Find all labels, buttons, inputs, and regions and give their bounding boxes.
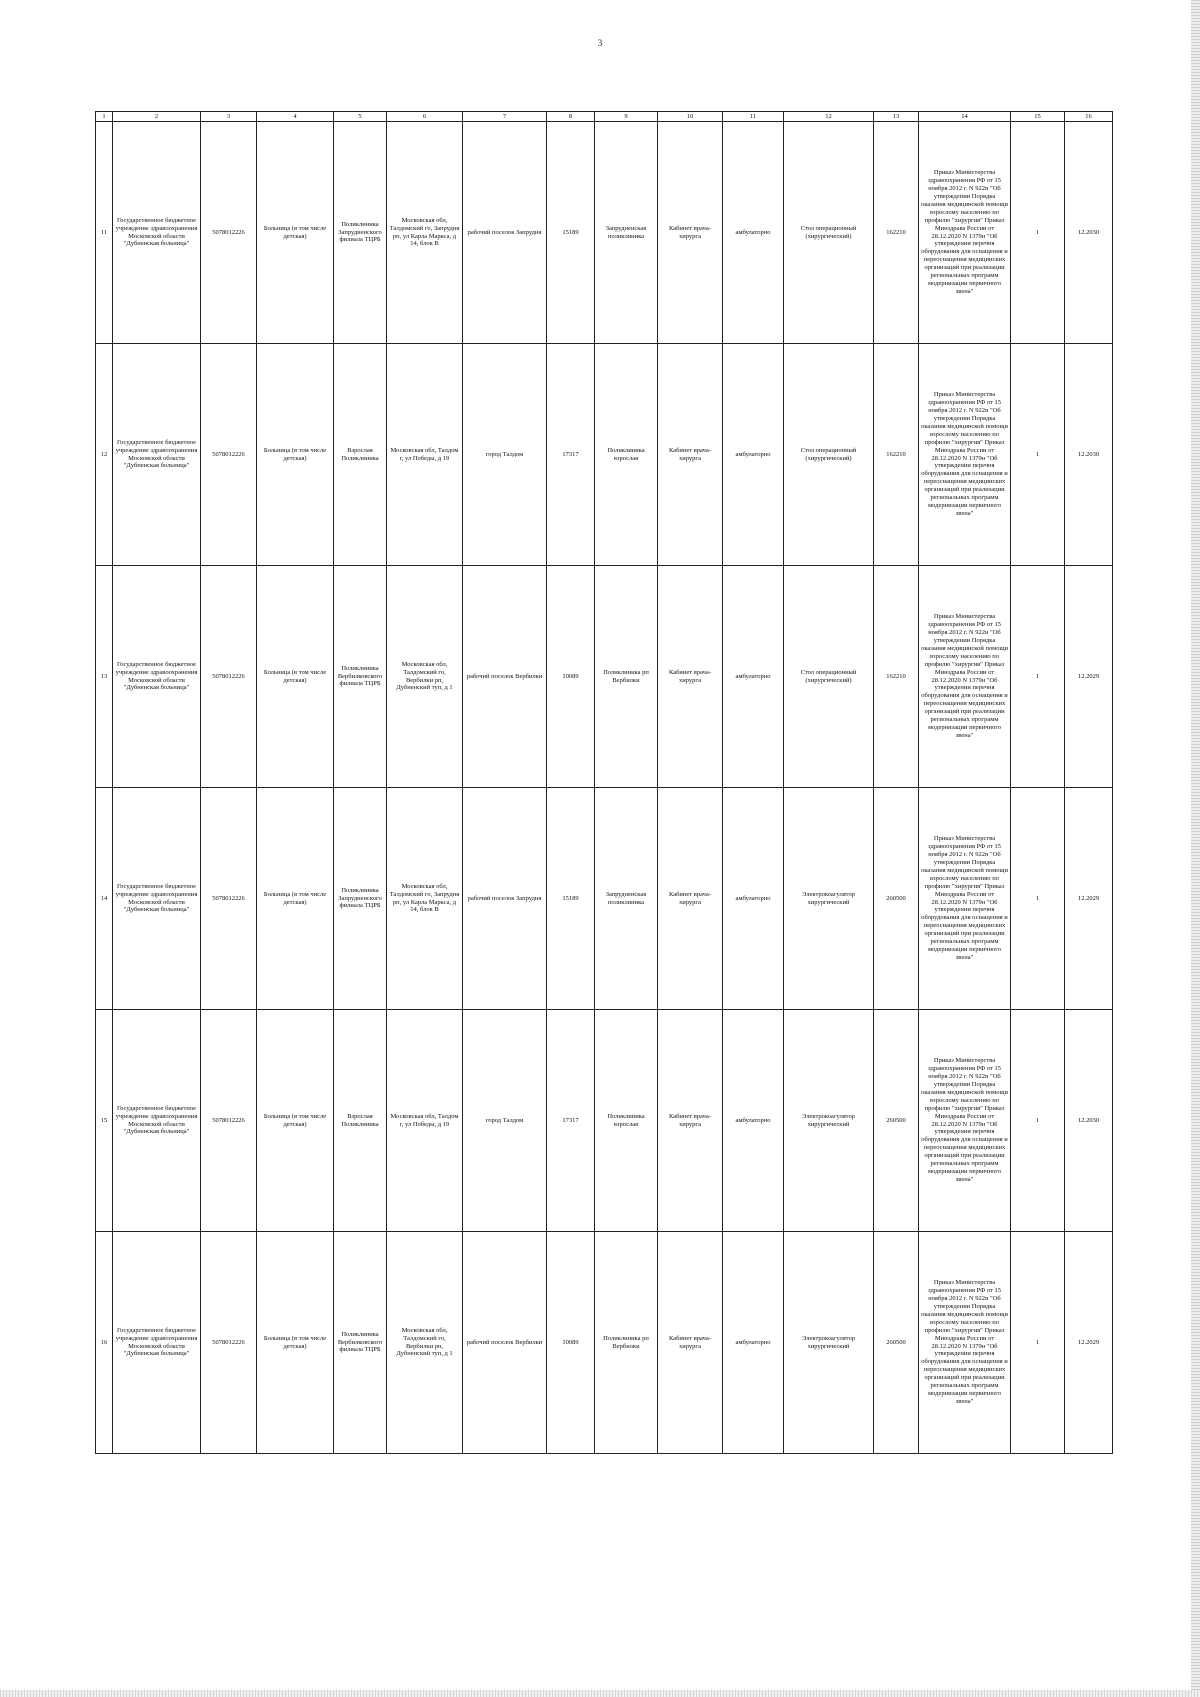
equipment-code-cell: 260500 xyxy=(874,1232,919,1454)
equipment-name-cell: Стол операционный (хирургический) xyxy=(784,122,874,344)
deadline-cell: 12.2029 xyxy=(1065,1232,1113,1454)
deadline-cell: 12.2030 xyxy=(1065,122,1113,344)
settlement-cell: город Талдом xyxy=(463,1010,547,1232)
quantity-cell: 1 xyxy=(1011,122,1065,344)
facility-type-cell: Больница (в том числе детская) xyxy=(257,122,334,344)
address-cell: Московская обл, Талдом г, ул Победы, д 19 xyxy=(387,1010,463,1232)
room-cell: Кабинет врача-хирурга xyxy=(658,1232,723,1454)
inn-cell: 5078012226 xyxy=(201,1232,257,1454)
care-conditions-cell: амбулаторно xyxy=(723,344,784,566)
column-header: 16 xyxy=(1065,112,1113,122)
department-cell: Поликлиника взрослая xyxy=(595,344,658,566)
settlement-cell: рабочий поселок Запрудня xyxy=(463,122,547,344)
settlement-cell: рабочий поселок Вербилки xyxy=(463,1232,547,1454)
scan-edge-right xyxy=(1191,0,1200,1697)
column-header: 12 xyxy=(784,112,874,122)
column-header: 15 xyxy=(1011,112,1065,122)
table-row xyxy=(96,788,1113,1010)
column-header: 10 xyxy=(658,112,723,122)
deadline-cell: 12.2030 xyxy=(1065,344,1113,566)
population-cell: 15189 xyxy=(547,122,595,344)
column-header: 9 xyxy=(595,112,658,122)
column-header: 13 xyxy=(874,112,919,122)
subdivision-cell: Поликлиника Запрудненского филиала ТЦРБ xyxy=(334,788,387,1010)
department-cell: Поликлиника взрослая xyxy=(595,1010,658,1232)
settlement-cell: рабочий поселок Вербилки xyxy=(463,566,547,788)
column-header: 3 xyxy=(201,112,257,122)
equipment-name-cell: Электрокоагулятор хирургический xyxy=(784,1232,874,1454)
equipment-name-cell: Стол операционный (хирургический) xyxy=(784,344,874,566)
care-conditions-cell: амбулаторно xyxy=(723,788,784,1010)
regulation-cell: Приказ Министерства здравоохранения РФ от 15 ноября 2012 г. N 922н "Об утверждении Порядка оказания медицинской помощи взрослому населению по профилю "хирургия" Приказ Минздрава России от 28.12.2020 N 1379н "Об утверждении перечня оборудования для оснащения и переоснащения медицинских организаций при реализации региональных программ модернизации первичного звена" xyxy=(919,1010,1011,1232)
organization-name-cell: Государственное бюджетное учреждение здравоохранения Московской области "Дубненская больница" xyxy=(113,344,201,566)
settlement-cell: рабочий поселок Запрудня xyxy=(463,788,547,1010)
column-header: 8 xyxy=(547,112,595,122)
equipment-name-cell: Электрокоагулятор хирургический xyxy=(784,788,874,1010)
column-header: 7 xyxy=(463,112,547,122)
department-cell: Поликлиника рп Вербилки xyxy=(595,566,658,788)
address-cell: Московская обл, Талдомский го, Вербилки рп, Дубненский туп, д 1 xyxy=(387,1232,463,1454)
column-header: 2 xyxy=(113,112,201,122)
row-number-cell: 16 xyxy=(96,1232,113,1454)
room-cell: Кабинет врача-хирурга xyxy=(658,344,723,566)
quantity-cell: 1 xyxy=(1011,1010,1065,1232)
deadline-cell: 12.2029 xyxy=(1065,566,1113,788)
room-cell: Кабинет врача-хирурга xyxy=(658,122,723,344)
subdivision-cell: Взрослая Поликлиника xyxy=(334,1010,387,1232)
department-cell: Запрудненская поликлиника xyxy=(595,122,658,344)
scan-edge-bottom xyxy=(0,1690,1200,1697)
population-cell: 17317 xyxy=(547,344,595,566)
room-cell: Кабинет врача-хирурга xyxy=(658,566,723,788)
address-cell: Московская обл, Талдомский го, Вербилки рп, Дубненский туп, д 1 xyxy=(387,566,463,788)
organization-name-cell: Государственное бюджетное учреждение здравоохранения Московской области "Дубненская больница" xyxy=(113,1010,201,1232)
quantity-cell: 1 xyxy=(1011,566,1065,788)
regulation-cell: Приказ Министерства здравоохранения РФ от 15 ноября 2012 г. N 922н "Об утверждении Порядка оказания медицинской помощи взрослому населению по профилю "хирургия" Приказ Минздрава России от 28.12.2020 N 1379н "Об утверждении перечня оборудования для оснащения и переоснащения медицинских организаций при реализации региональных программ модернизации первичного звена" xyxy=(919,1232,1011,1454)
inn-cell: 5078012226 xyxy=(201,1010,257,1232)
subdivision-cell: Поликлиника Запрудненского филиала ТЦРБ xyxy=(334,122,387,344)
deadline-cell: 12.2030 xyxy=(1065,1010,1113,1232)
facility-type-cell: Больница (в том числе детская) xyxy=(257,1232,334,1454)
table-row xyxy=(96,344,1113,566)
table-row xyxy=(96,1232,1113,1454)
column-header: 1 xyxy=(96,112,113,122)
department-cell: Поликлиника рп Вербилки xyxy=(595,1232,658,1454)
care-conditions-cell: амбулаторно xyxy=(723,1010,784,1232)
room-cell: Кабинет врача-хирурга xyxy=(658,1010,723,1232)
equipment-table xyxy=(95,111,1113,1454)
address-cell: Московская обл, Талдом г, ул Победы, д 19 xyxy=(387,344,463,566)
settlement-cell: город Талдом xyxy=(463,344,547,566)
column-header: 5 xyxy=(334,112,387,122)
regulation-cell: Приказ Министерства здравоохранения РФ от 15 ноября 2012 г. N 922н "Об утверждении Порядка оказания медицинской помощи взрослому населению по профилю "хирургия" Приказ Минздрава России от 28.12.2020 N 1379н "Об утверждении перечня оборудования для оснащения и переоснащения медицинских организаций при реализации региональных программ модернизации первичного звена" xyxy=(919,344,1011,566)
population-cell: 15189 xyxy=(547,788,595,1010)
table-header xyxy=(96,112,1113,122)
table-row xyxy=(96,566,1113,788)
subdivision-cell: Взрослая Поликлиника xyxy=(334,344,387,566)
inn-cell: 5078012226 xyxy=(201,788,257,1010)
regulation-cell: Приказ Министерства здравоохранения РФ от 15 ноября 2012 г. N 922н "Об утверждении Порядка оказания медицинской помощи взрослому населению по профилю "хирургия" Приказ Минздрава России от 28.12.2020 N 1379н "Об утверждении перечня оборудования для оснащения и переоснащения медицинских организаций при реализации региональных программ модернизации первичного звена" xyxy=(919,122,1011,344)
organization-name-cell: Государственное бюджетное учреждение здравоохранения Московской области "Дубненская больница" xyxy=(113,788,201,1010)
equipment-name-cell: Стол операционный (хирургический) xyxy=(784,566,874,788)
row-number-cell: 12 xyxy=(96,344,113,566)
equipment-code-cell: 260500 xyxy=(874,1010,919,1232)
equipment-code-cell: 260500 xyxy=(874,788,919,1010)
table-row xyxy=(96,1010,1113,1232)
equipment-name-cell: Электрокоагулятор хирургический xyxy=(784,1010,874,1232)
subdivision-cell: Поликлиника Вербилковского филиала ТЦРБ xyxy=(334,566,387,788)
quantity-cell: 1 xyxy=(1011,788,1065,1010)
page-number: 3 xyxy=(597,38,603,48)
column-header: 14 xyxy=(919,112,1011,122)
regulation-cell: Приказ Министерства здравоохранения РФ от 15 ноября 2012 г. N 922н "Об утверждении Порядка оказания медицинской помощи взрослому населению по профилю "хирургия" Приказ Минздрава России от 28.12.2020 N 1379н "Об утверждении перечня оборудования для оснащения и переоснащения медицинских организаций при реализации региональных программ модернизации первичного звена" xyxy=(919,788,1011,1010)
equipment-code-cell: 162210 xyxy=(874,344,919,566)
row-number-cell: 14 xyxy=(96,788,113,1010)
organization-name-cell: Государственное бюджетное учреждение здравоохранения Московской области "Дубненская больница" xyxy=(113,1232,201,1454)
table-body xyxy=(96,122,1113,1454)
facility-type-cell: Больница (в том числе детская) xyxy=(257,788,334,1010)
row-number-cell: 11 xyxy=(96,122,113,344)
organization-name-cell: Государственное бюджетное учреждение здравоохранения Московской области "Дубненская больница" xyxy=(113,122,201,344)
quantity-cell: 1 xyxy=(1011,1232,1065,1454)
facility-type-cell: Больница (в том числе детская) xyxy=(257,566,334,788)
care-conditions-cell: амбулаторно xyxy=(723,122,784,344)
column-header: 11 xyxy=(723,112,784,122)
inn-cell: 5078012226 xyxy=(201,344,257,566)
column-header: 4 xyxy=(257,112,334,122)
room-cell: Кабинет врача-хирурга xyxy=(658,788,723,1010)
subdivision-cell: Поликлиника Вербилковского филиала ТЦРБ xyxy=(334,1232,387,1454)
address-cell: Московская обл, Талдомский го, Запрудня рп, ул Карла Маркса, д 14, блок В xyxy=(387,122,463,344)
population-cell: 17317 xyxy=(547,1010,595,1232)
regulation-cell: Приказ Министерства здравоохранения РФ от 15 ноября 2012 г. N 922н "Об утверждении Порядка оказания медицинской помощи взрослому населению по профилю "хирургия" Приказ Минздрава России от 28.12.2020 N 1379н "Об утверждении перечня оборудования для оснащения и переоснащения медицинских организаций при реализации региональных программ модернизации первичного звена" xyxy=(919,566,1011,788)
address-cell: Московская обл, Талдомский го, Запрудня рп, ул Карла Маркса, д 14, блок В xyxy=(387,788,463,1010)
table-row xyxy=(96,122,1113,344)
facility-type-cell: Больница (в том числе детская) xyxy=(257,1010,334,1232)
quantity-cell: 1 xyxy=(1011,344,1065,566)
header-row xyxy=(96,112,1113,122)
department-cell: Запрудненская поликлиника xyxy=(595,788,658,1010)
inn-cell: 5078012226 xyxy=(201,566,257,788)
equipment-code-cell: 162210 xyxy=(874,122,919,344)
row-number-cell: 15 xyxy=(96,1010,113,1232)
inn-cell: 5078012226 xyxy=(201,122,257,344)
deadline-cell: 12.2029 xyxy=(1065,788,1113,1010)
population-cell: 10089 xyxy=(547,1232,595,1454)
organization-name-cell: Государственное бюджетное учреждение здравоохранения Московской области "Дубненская больница" xyxy=(113,566,201,788)
row-number-cell: 13 xyxy=(96,566,113,788)
population-cell: 10089 xyxy=(547,566,595,788)
care-conditions-cell: амбулаторно xyxy=(723,566,784,788)
facility-type-cell: Больница (в том числе детская) xyxy=(257,344,334,566)
column-header: 6 xyxy=(387,112,463,122)
equipment-code-cell: 162210 xyxy=(874,566,919,788)
care-conditions-cell: амбулаторно xyxy=(723,1232,784,1454)
